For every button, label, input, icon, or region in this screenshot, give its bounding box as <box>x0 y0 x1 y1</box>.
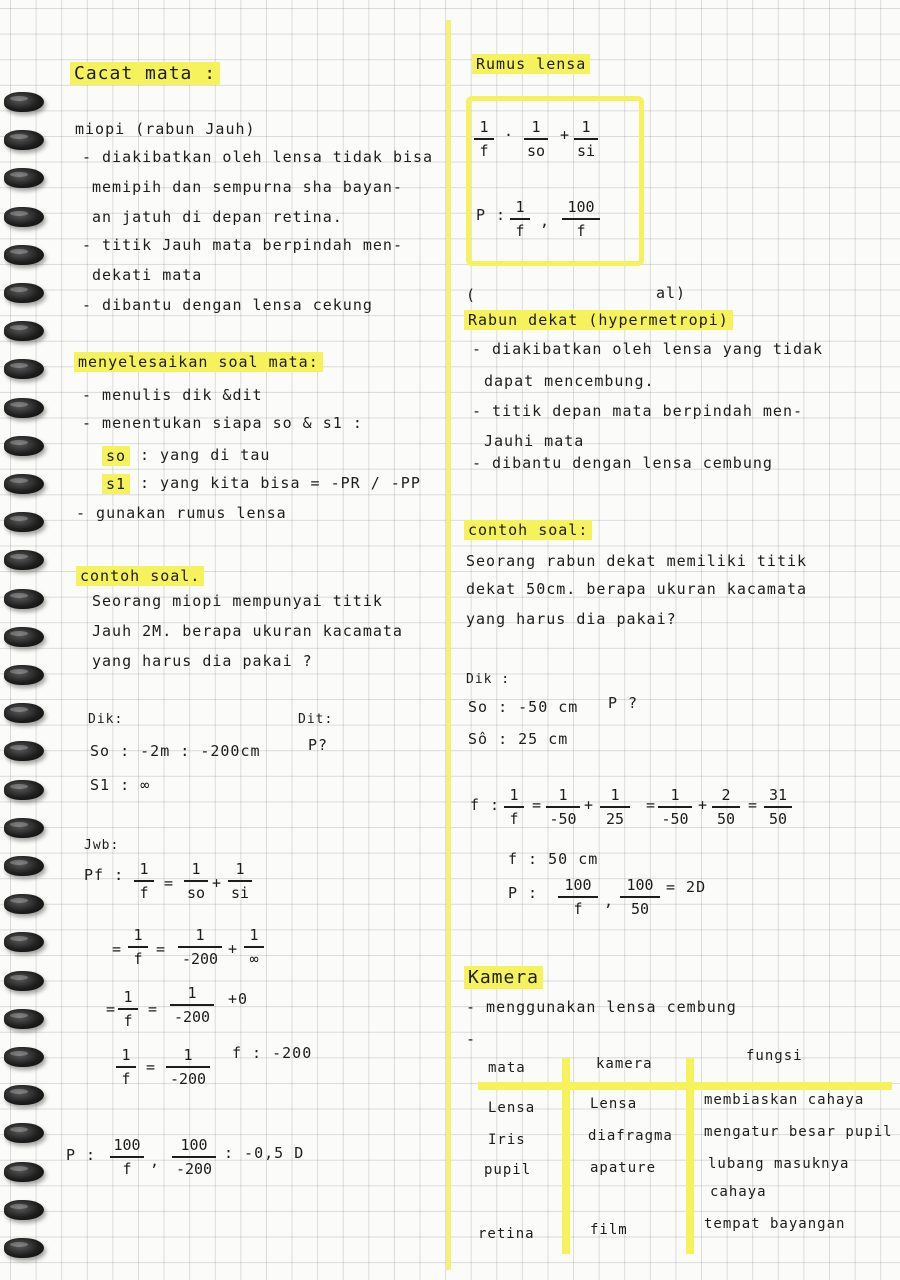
comma: , <box>604 892 615 910</box>
rumus-lensa-heading: Rumus lensa <box>472 54 590 74</box>
fraction: 1 ∞ <box>244 926 264 968</box>
table-header-underline <box>478 1082 892 1090</box>
f-result: f : -200 <box>232 1044 313 1062</box>
table-header: fungsi <box>746 1048 803 1064</box>
hyper-point: dapat mencembung. <box>484 372 655 390</box>
p-question-right: P ? <box>608 694 639 712</box>
fraction: 1 so <box>184 860 208 902</box>
spiral-ring <box>4 321 44 341</box>
contoh-soal-text: Jauh 2M. berapa ukuran kacamata <box>92 622 403 640</box>
plus: + <box>560 126 571 144</box>
spiral-ring <box>4 1085 44 1105</box>
plus: + <box>212 874 223 892</box>
spiral-ring <box>4 1123 44 1143</box>
spiral-ring <box>4 436 44 456</box>
f-label: f : <box>470 796 501 814</box>
so-value: So : -2m : -200cm <box>90 742 261 760</box>
miopi-point: - dibantu dengan lensa cekung <box>82 296 373 314</box>
so-label: so <box>102 446 130 466</box>
p-result-right: = 2D <box>666 878 707 896</box>
miopi-point: - diakibatkan oleh lensa tidak bisa <box>82 148 434 166</box>
si-value-right: Sô : 25 cm <box>468 730 569 748</box>
fraction: 2 50 <box>712 786 740 828</box>
spiral-ring <box>4 398 44 418</box>
empty-bullet: - <box>466 1030 477 1048</box>
spiral-ring <box>4 550 44 570</box>
table-cell: apature <box>590 1160 657 1176</box>
spiral-binding <box>0 0 50 1280</box>
si-value: S1 : ∞ <box>90 776 151 794</box>
si-label: s1 <box>102 474 130 494</box>
table-cell: membiaskan cahaya <box>704 1092 865 1108</box>
fraction: 31 50 <box>764 786 792 828</box>
equals: = <box>146 1058 157 1076</box>
spiral-ring <box>4 207 44 227</box>
fraction: 1 -50 <box>658 786 692 828</box>
equals: = <box>112 940 123 958</box>
fraction: 1 f <box>118 988 138 1030</box>
pf-label: Pf : <box>84 866 125 884</box>
hypermetropi-heading: Rabun dekat (hypermetropi) <box>464 310 733 330</box>
hyper-suffix: al) <box>656 284 687 302</box>
spiral-ring <box>4 818 44 838</box>
p-result-label: P : <box>66 1146 97 1164</box>
spiral-ring <box>4 512 44 532</box>
equals: = <box>164 874 175 892</box>
spiral-ring <box>4 245 44 265</box>
spiral-ring <box>4 1009 44 1029</box>
plus: + <box>228 940 239 958</box>
equals: = <box>748 796 759 814</box>
table-cell: diafragma <box>588 1128 673 1144</box>
miopi-point: dekati mata <box>92 266 203 284</box>
hyper-point: Jauhi mata <box>484 432 585 450</box>
miopi-heading: miopi (rabun Jauh) <box>75 120 256 138</box>
hyper-point: - titik depan mata berpindah men- <box>472 402 804 420</box>
miopi-point: an jatuh di depan retina. <box>92 208 343 226</box>
table-cell: retina <box>478 1226 535 1242</box>
fraction: 1 f <box>134 860 154 902</box>
spiral-ring <box>4 971 44 991</box>
spiral-ring <box>4 92 44 112</box>
spiral-ring <box>4 1238 44 1258</box>
miopi-point: - titik Jauh mata berpindah men- <box>82 236 403 254</box>
table-cell: lubang masuknya <box>708 1156 850 1172</box>
hyper-point: - dibantu dengan lensa cembung <box>472 454 773 472</box>
equals-dot: · <box>504 126 515 144</box>
fraction: 1 f <box>510 198 530 240</box>
hyper-point: - diakibatkan oleh lensa yang tidak <box>472 340 824 358</box>
fraction: 1 f <box>474 118 494 160</box>
dik-label-right: Dik : <box>466 672 511 687</box>
contoh-soal-text: yang harus dia pakai? <box>466 610 677 628</box>
table-header: mata <box>488 1060 526 1076</box>
fraction: 1 f <box>504 786 524 828</box>
p-question: P? <box>308 736 329 754</box>
table-cell: pupil <box>484 1162 532 1178</box>
spiral-ring <box>4 1162 44 1182</box>
dik-label: Dik: <box>88 712 124 727</box>
fraction: 1 si <box>228 860 252 902</box>
contoh-soal-text: Seorang miopi mempunyai titik <box>92 592 383 610</box>
p-value-label: P : <box>508 884 539 902</box>
contoh-soal-text: Seorang rabun dekat memiliki titik <box>466 552 808 570</box>
spiral-ring <box>4 780 44 800</box>
spiral-ring <box>4 1200 44 1220</box>
fraction: 1 so <box>524 118 548 160</box>
table-cell: Lensa <box>488 1100 536 1116</box>
spiral-ring <box>4 741 44 761</box>
so-value-right: So : -50 cm <box>468 698 579 716</box>
spiral-ring <box>4 1047 44 1067</box>
equals: = <box>156 940 167 958</box>
table-column-line <box>686 1058 694 1254</box>
p-result-value: : -0,5 D <box>224 1144 305 1162</box>
contoh-soal-text: yang harus dia pakai ? <box>92 652 313 670</box>
menyelesaikan-point: - menulis dik &dit <box>82 386 263 404</box>
spiral-ring <box>4 703 44 723</box>
table-cell: Lensa <box>590 1096 638 1112</box>
menyelesaikan-heading: menyelesaikan soal mata: <box>74 352 323 372</box>
table-cell: film <box>590 1222 628 1238</box>
kamera-heading: Kamera <box>464 966 543 989</box>
table-cell: Iris <box>488 1132 526 1148</box>
plus: + <box>584 796 595 814</box>
cacat-mata-heading: Cacat mata : <box>70 62 220 85</box>
fraction: 100 f <box>562 198 600 240</box>
table-cell: tempat bayangan <box>704 1216 846 1232</box>
table-header: kamera <box>596 1056 653 1072</box>
spiral-ring <box>4 168 44 188</box>
fraction: 1 f <box>116 1046 136 1088</box>
comma: , <box>150 1152 161 1170</box>
menyelesaikan-point: - menentukan siapa so & s1 : <box>82 414 363 432</box>
spiral-ring <box>4 359 44 379</box>
equals: = <box>646 796 657 814</box>
table-column-line <box>562 1058 570 1254</box>
spiral-ring <box>4 665 44 685</box>
jwb-label: Jwb: <box>84 838 120 853</box>
fraction: 100 f <box>110 1136 144 1178</box>
plus-zero: +0 <box>228 990 249 1008</box>
fraction: 1 25 <box>600 786 630 828</box>
gunakan-rumus: - gunakan rumus lensa <box>76 504 287 522</box>
kamera-point: - menggunakan lensa cembung <box>466 998 737 1016</box>
equals: = <box>106 1000 117 1018</box>
contoh-soal-text: dekat 50cm. berapa ukuran kacamata <box>466 580 808 598</box>
fraction: 1 -50 <box>546 786 580 828</box>
column-divider-highlight <box>446 20 451 1270</box>
hyper-prefix: ( <box>466 286 477 304</box>
spiral-ring <box>4 856 44 876</box>
spiral-ring <box>4 474 44 494</box>
table-cell: mengatur besar pupil <box>704 1124 893 1140</box>
spiral-ring <box>4 283 44 303</box>
miopi-point: memipih dan sempurna sha bayan- <box>92 178 403 196</box>
fraction: 1 -200 <box>170 984 214 1026</box>
fraction: 1 si <box>574 118 598 160</box>
si-description: : yang kita bisa = -PR / -PP <box>140 474 421 492</box>
fraction: 1 -200 <box>178 926 222 968</box>
fraction: 100 -200 <box>172 1136 216 1178</box>
plus: + <box>698 796 709 814</box>
fraction: 1 -200 <box>166 1046 210 1088</box>
spiral-ring <box>4 130 44 150</box>
contoh-soal-heading-right: contoh soal: <box>464 520 592 540</box>
fraction: 1 f <box>128 926 148 968</box>
spiral-ring <box>4 932 44 952</box>
equals: = <box>148 1000 159 1018</box>
contoh-soal-heading-left: contoh soal. <box>76 566 204 586</box>
comma: , <box>540 212 551 230</box>
fraction: 100 50 <box>620 876 660 918</box>
fraction: 100 f <box>558 876 598 918</box>
equals: = <box>532 796 543 814</box>
so-description: : yang di tau <box>140 446 271 464</box>
spiral-ring <box>4 894 44 914</box>
spiral-ring <box>4 589 44 609</box>
p-label: P : <box>476 206 507 224</box>
table-cell: cahaya <box>710 1184 767 1200</box>
dit-label: Dit: <box>298 712 334 727</box>
spiral-ring <box>4 627 44 647</box>
f-value: f : 50 cm <box>508 850 599 868</box>
